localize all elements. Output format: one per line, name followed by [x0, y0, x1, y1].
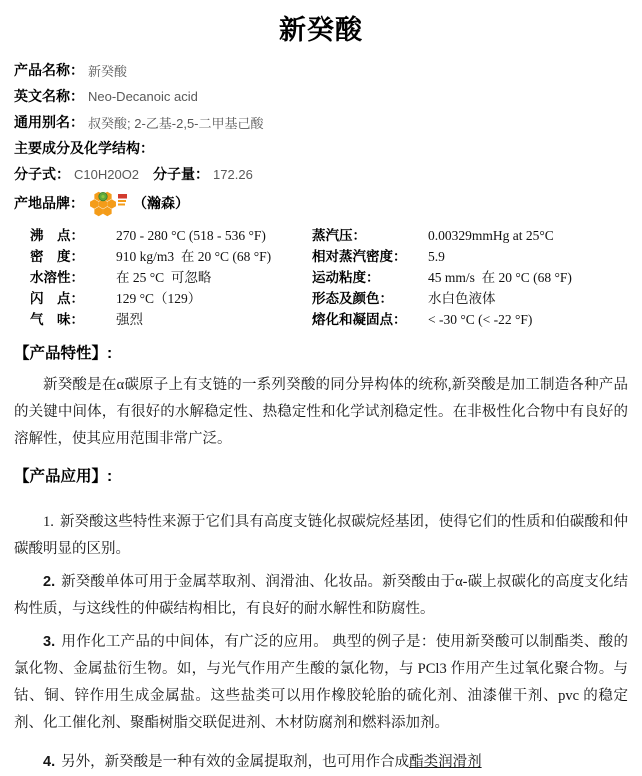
alias-label: 通用别名： [14, 114, 84, 130]
boiling-point-label: 沸 点： [30, 228, 84, 243]
item-2-text: 新癸酸单体可用于金属萃取剂、润滑油、化妆品。新癸酸由于α-碳上叔碳化的高度支化结构性质，与这线性的仲碳结构相比，有良好的耐水解性和防腐性。 [14, 574, 628, 617]
item-2-number: 2. [43, 574, 56, 590]
vapor-density-label: 相对蒸汽密度： [312, 249, 407, 264]
odor-label: 气 味： [30, 312, 84, 327]
application-item-1 [14, 509, 628, 563]
brand-name: （瀚森） [133, 195, 189, 211]
melting-point-label: 熔化和凝固点： [312, 312, 407, 327]
odor-value: 强烈 [116, 312, 143, 327]
flash-point-label: 闪 点： [30, 291, 84, 306]
density-value: 910 kg/m3 在 20 °C (68 °F) [116, 249, 272, 264]
solubility-label: 水溶性： [30, 270, 84, 285]
melting-point-value: < -30 °C (< -22 °F) [428, 312, 533, 327]
english-name-value: Neo-Decanoic acid [88, 88, 198, 104]
molecular-weight-value: 172.26 [213, 166, 253, 182]
vapor-pressure-value: 0.00329mmHg at 25°C [428, 228, 554, 243]
item-1-text: 新癸酸这些特性来源于它们具有高度支链化叔碳烷烃基团，使得它们的性质和伯碳酸和仲碳酸明显的区别。 [14, 514, 628, 557]
application-item-2 [14, 569, 628, 623]
composition-header: 主要成分及化学结构： [14, 140, 154, 156]
english-name-label: 英文名称： [14, 88, 84, 104]
brand-row [14, 187, 628, 219]
formula-label: 分子式： [14, 166, 70, 182]
features-section-header: 【产品特性】: [14, 345, 113, 362]
composition-header-row [14, 135, 628, 161]
english-name-row [14, 83, 628, 109]
molecular-weight-label: 分子量： [153, 166, 210, 182]
page-title: 新癸酸 [279, 15, 363, 45]
formula-row [14, 161, 628, 187]
item-4-underlined-text: 酯类润滑剂 [409, 754, 482, 770]
flash-point-value: 129 °C（129） [116, 291, 202, 306]
vapor-pressure-label: 蒸汽压： [312, 228, 366, 243]
applications-section-header: 【产品应用】: [14, 468, 113, 485]
properties-table [30, 225, 628, 330]
item-3-number: 3. [43, 634, 56, 650]
alias-value: 叔癸酸; 2-乙基-2,5-二甲基己酸 [88, 115, 264, 131]
item-3-text: 用作化工产品的中间体，有广泛的应用。 典型的例子是：使用新癸酸可以制酯类、酸的氯化物、金属盐衍生物。如，与光气作用产生酸的氯化物，与 PCl3 作用产生过氧化聚合物。与钴、铜、锌作用生成金属盐。这些盐类可以用作橡胶轮胎的硫化剂、油漆催干剂、pvc 的稳定剂、化工催化剂、聚酯树脂交联促进剂、木材防腐剂和燃料添加剂。 [14, 634, 628, 731]
viscosity-value: 45 mm/s 在 20 °C (68 °F) [428, 270, 572, 285]
appearance-value: 水白色液体 [428, 291, 496, 306]
vapor-density-value: 5.9 [428, 249, 445, 264]
brand-label: 产地品牌： [14, 195, 84, 211]
features-paragraph: 新癸酸是在α碳原子上有支链的一系列癸酸的同分异构体的统称,新癸酸是加工制造各种产品的关键中间体，有很好的水解稳定性、热稳定性和化学试剂稳定性。在非极性化合物中有良好的溶解性，使其应用范围非常广泛。 [14, 377, 628, 447]
brand-logo-icon [90, 189, 130, 218]
density-label: 密 度： [30, 249, 84, 264]
item-4-number: 4. [43, 754, 56, 770]
product-name-value: 新癸酸 [88, 63, 128, 79]
application-item-3 [14, 629, 628, 737]
appearance-label: 形态及颜色： [312, 291, 393, 306]
boiling-point-value: 270 - 280 °C (518 - 536 °F) [116, 228, 266, 243]
viscosity-label: 运动粘度： [312, 270, 380, 285]
product-name-label: 产品名称： [14, 62, 84, 78]
application-item-4 [14, 749, 628, 776]
item-1-number: 1. [43, 514, 54, 530]
product-name-row [14, 57, 628, 83]
formula-value: C10H20O2 [74, 166, 140, 182]
item-4-text: 另外，新癸酸是一种有效的金属提取剂，也可用作合成 [61, 754, 410, 770]
alias-row [14, 109, 628, 135]
solubility-value: 在 25 °C 可忽略 [116, 270, 212, 285]
